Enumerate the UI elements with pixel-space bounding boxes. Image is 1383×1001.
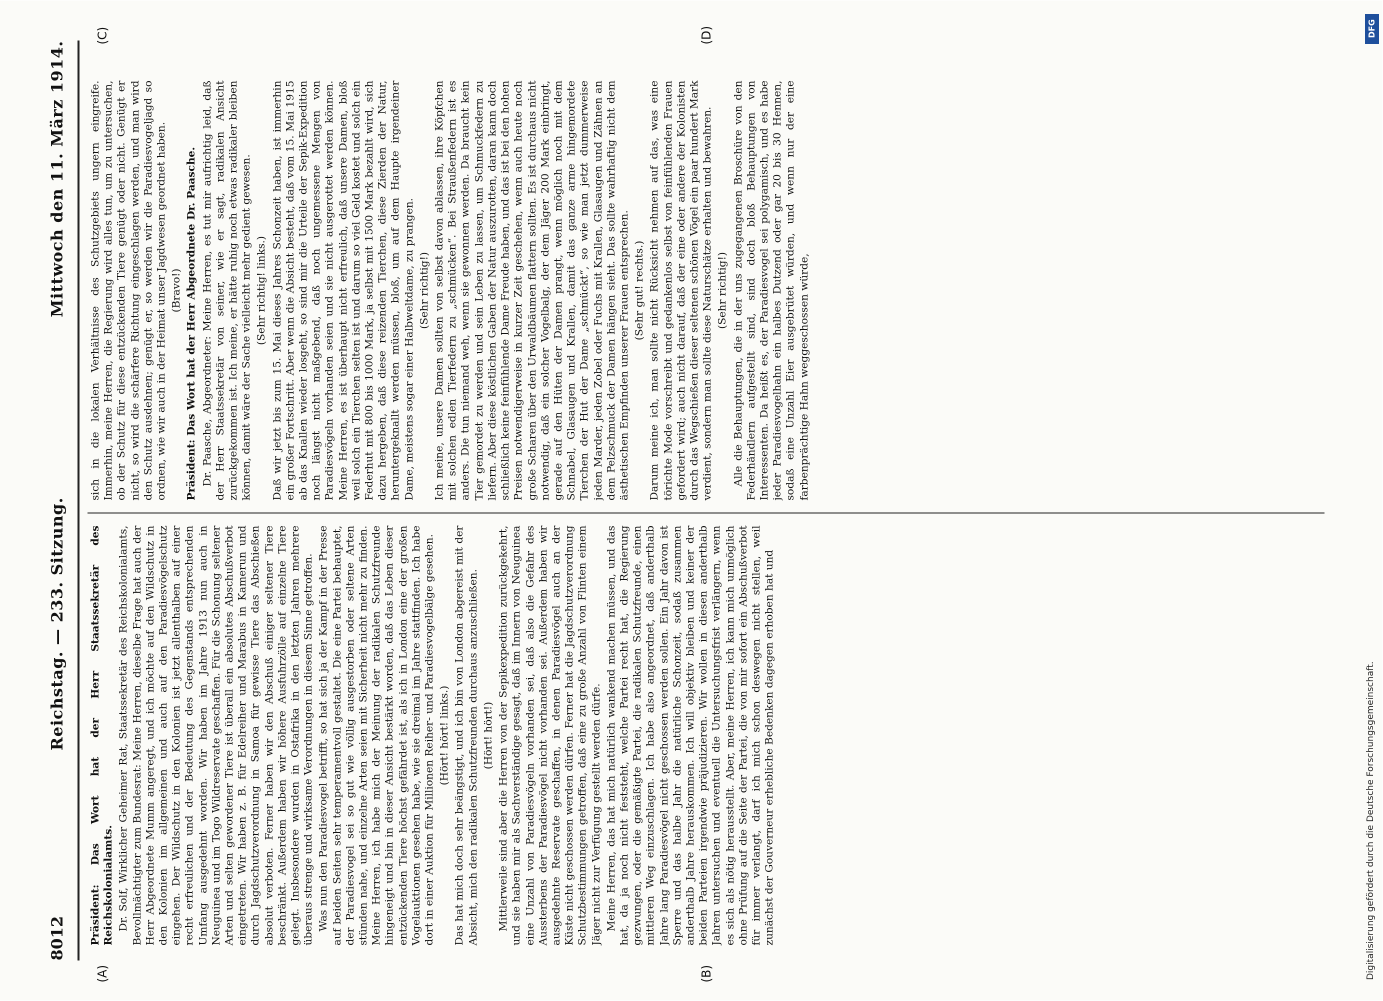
column-divider [88,513,1325,514]
scanned-page [0,1,1383,1001]
paragraph: Präsident: Das Wort hat der Herr Staatssekretär des Reichskolonialamts. [89,525,115,946]
right-text-column [90,81,1323,501]
paragraph: Mittlerweile sind aber die Herren von der Sepikexpedition zurückgekehrt, und sie haben mir als Sachverständige gesagt, daß im Innern von Neuguinea eine Unzahl von Paradiesvögeln vorhanden sei, daß also die Gefahr des Aussterbens der Paradiesvögel nicht vorhanden sei. Außerdem haben wir ausgedehnte Reservate geschaffen, in denen Paradiesvögel auch an der Küste nicht geschossen werden dürfen. Ferner hat die Jagdschutzverordnung Schutzbestimmungen getroffen, daß eine zu große Anzahl von Flinten einem Jäger nicht zur Verfügung gestellt werden dürfe. [497,525,603,946]
header-rule [78,41,80,961]
interjection: (Sehr richtig!) [716,252,729,329]
paragraph: Dr. Solf, Wirklicher Geheimer Rat, Staatssekretär des Reichskolonialamts, Bevollmächtigter zum Bundesrat: Meine Herren, dieselbe Frage hat auch der Herr Abgeordnete Mumm angeregt, und ich möchte auf den Wildschutz in den Kolonien im allgemeinen und auch auf den Paradiesvögelschutz eingehen. Der Wildschutz in den Kolonien ist jetzt allenthalben auf einer recht erfreulichen und der Bedeutung des Gegenstands entsprechenden Umfang ausgedehnt worden. Wir haben im Jahre 1913 nun auch in Neuguinea und im Togo Wildreservate geschaffen. Für die Schonung seltener Arten und selten gewordener Tiere ist überall ein absolutes Abschußverbot eingetreten. Wir haben z. B. für Edelreiher und Marabus in Kamerun und durch Jagdschutzverordnung in Samoa für gewisse Tiere das Abschießen absolut verboten. Ferner haben wir den Abschuß einiger seltener Tiere beschränkt. Außerdem haben wir höhere Ausfuhrzölle auf einzelne Tiere gelegt. Insbesondere wurden in Ostafrika in den letzten Jahren mehrere überaus strenge und wirksame Verordnungen in diesem Sinne getroffen. [117,525,315,946]
paragraph: Alle die Behauptungen, die in der uns zugegangenen Broschüre von den Federhändlern aufgestellt sind, sind doch bloß Behauptungen von Interessenten. Da heißt es, der Paradiesvogel sei polygamisch, und es habe jeder Paradiesvogelhahn ein halbes Dutzend oder gar 20 bis 30 Hennen, sodaß eine Unzahl Eier ausgebrütet würden, und wenn nur der eine farbenprächtige Hahn weggeschossen würde, [732,80,811,501]
margin-marker-b: (B) [699,964,714,983]
margin-marker-a: (A) [95,964,110,983]
paragraph: Präsident: Das Wort hat der Herr Abgeordnete Dr. Paasche. [185,146,198,501]
paragraph: Das hat mich doch sehr beängstigt, und ich bin von London abgereist mit der Absicht, mich den radikalen Schutzfreunden durchaus anzuschließen. [453,525,480,946]
interjection: (Bravo!) [170,268,183,313]
left-text-column [90,526,1323,946]
interjection: (Sehr richtig! links.) [255,235,268,346]
paragraph: Darum meine ich, man sollte nicht Rücksicht nehmen auf das, was eine törichte Mode vorschreibt und gedankenlos selbst von feinfühlenden Frauen gefordert wird; auch nicht darauf, daß der eine oder andere der Kolonisten durch das Wegschießen dieser seltenen schönen Vögel ein paar hundert Mark verdient, sondern man sollte diese Naturschätze erhalten und bewahren. [648,80,714,501]
interjection: (Sehr gut! rechts.) [633,240,646,341]
header-date: Mittwoch den 11. März 1914. [47,40,67,318]
digitization-credit: Digitalisierung gefördert durch die Deutsche Forschungsgemeinschaft. [1366,661,1376,980]
margin-marker-d: (D) [699,25,714,45]
page-header [48,41,76,961]
credit-strip [1364,8,1380,992]
dfg-logo: DFG [1365,14,1379,44]
interjection: (Sehr richtig!) [418,252,431,329]
interjection: (Hört! hört! links.) [438,685,451,786]
paragraph: Ich meine, unsere Damen sollten von selbst davon ablassen, ihre Köpfchen mit solchen edlen Tierfedern zu „schmücken“. Bei Straußenfedern ist es anders. Die tun niemand weh, wenn sie gewonnen werden. Da braucht kein Tier gemordet zu werden und sein Leben zu lassen, um Schmuckfedern zu liefern. Aber diese köstlichen Gaben der Natur auszurotten, daran kann doch schließlich keine feinfühlende Dame Freude haben, und das ist bei den hohen Preisen notwendigerweise in kurzer Zeit geschehen, wenn auch heute noch große Scharen über den Urwaldbäumen flattern sollten. Es ist durchaus nicht notwendig, daß ein solcher Vogelbalg, der dem Jäger 200 Mark einbringt, gerade auf den Hüten der Damen prangt, wenn möglich noch mit dem Schnabel, Glasaugen und Krallen, damit das ganze arme hingemordete Tierchen der Hut der Dame „schmückt“, so wie man jetzt dummerweise jeden Marder, jeden Zobel oder Fuchs mit Krallen, Glasaugen und Zähnen an dem Pelzschmuck der Damen hängen sieht. Das sollte wahrhaftig nicht dem ästhetischen Empfinden unserer Frauen entsprechen. [433,80,631,501]
paragraph: Daß wir jetzt bis zum 15. Mai dieses Jahres Schonzeit haben, ist immerhin ein großer Fortschritt. Aber wenn die Absicht besteht, daß vom 15. Mai 1915 ab das Knallen wieder losgeht, so sind mir die Urteile der Sepik-Expedition noch längst nicht maßgebend, daß noch ungemessene Mengen von Paradiesvögeln vorhanden seien und sie nicht ausgerottet werden können. Meine Herren, es ist überhaupt nicht erfreulich, daß unsere Damen, bloß weil solch ein Tierchen selten ist und darum so viel Geld kostet und solch ein Federhut mit 800 bis 1000 Mark, ja selbst mit 1500 Mark bezahlt wird, sich dazu hergeben, daß diese reizenden Tierchen, diese Zierden der Natur, heruntergeknallt werden müssen, bloß, um auf dem Haupte irgendeiner Dame, meistens sogar einer Halbweltdame, zu prangen. [271,80,416,501]
paragraph: sich in die lokalen Verhältnisse des Schutzgebiets ungern eingreife. Immerhin, meine Herren, die Regierung wird alles tun, um zu untersuchen, ob der Schutz für diese entzückenden Tiere genügt oder nicht. Genügt er nicht, so wird die schärfere Richtung eingeschlagen werden, und man wird den Schutz ausdehnen; genügt er, so werden wir die Paradiesvogeljagd so ordnen, wie wir auch in der Heimat unser Jagdwesen geordnet haben. [89,80,168,501]
page-number: 8012 [47,915,67,961]
paragraph: Dr. Paasche, Abgeordneter: Meine Herren, es tut mir aufrichtig leid, daß der Herr Staatssekretär von seiner, wie er sagt, radikalen Ansicht zurückgekommen ist. Ich meine, er hätte ruhig noch etwas radikaler bleiben können, damit wäre der Sache vielleicht mehr gedient gewesen. [201,80,253,501]
paragraph: Meine Herren, das hat mich natürlich wankend machen müssen, und das hat, da ja noch nicht feststeht, welche Partei recht hat, die Regierung gezwungen, oder die gemäßigte Partei, die radikalen Schutzfreunde, einen mittleren Weg einzuschlagen. Ich habe also angeordnet, daß anderthalb Jahre lang Paradiesvögel nicht geschossen werden sollen. Ein Jahr davon ist Sperre und das halbe Jahr die natürliche Schonzeit, sodaß zusammen anderthalb Jahre herauskommen. Ich will objektiv bleiben und keiner der beiden Parteien irgendwie präjudizieren. Wir wollen in diesen anderthalb Jahren untersuchen und eventuell die Untersuchungsfrist verlängern, wenn es sich als nötig herausstellt. Aber, meine Herren, ich kann mich unmöglich ohne Prüfung auf die Seite der Partei, die von mir sofort ein Abschußverbot für immer verlangt, darf ich mich schon deswegen nicht stellen, weil zunächst der Gouverneur erhebliche Bedenken dagegen erhoben hat und [605,525,776,946]
interjection: (Hört! hört!) [482,701,495,770]
paragraph: Was nun den Paradiesvogel betrifft, so hat sich ja der Kampf in der Presse auf beiden Seiten sehr temperamentvoll gestaltet. Die eine Partei behauptet, der Paradiesvogel sei so gut wie völlig ausgestorben oder seltene Arten stünden nahe, und einzelne Arten seien mit Sicherheit nicht mehr zu finden. Meine Herren, ich habe mich der Meinung der radikalen Schutzfreunde hingeneigt und bin in dieser Ansicht bestärkt worden, daß das Leben dieser entzückenden Tiere höchst gefährdet ist, als ich in London eine der großen Vogelauktionen gesehen habe, wie sie dreimal im Jahre stattfinden. Ich habe dort in einer Auktion für Millionen Reiher- und Paradiesvogelbälge gesehen. [317,525,436,946]
header-session-title: Reichstag. — 233. Sitzung. [47,497,67,751]
margin-marker-c: (C) [95,26,110,45]
